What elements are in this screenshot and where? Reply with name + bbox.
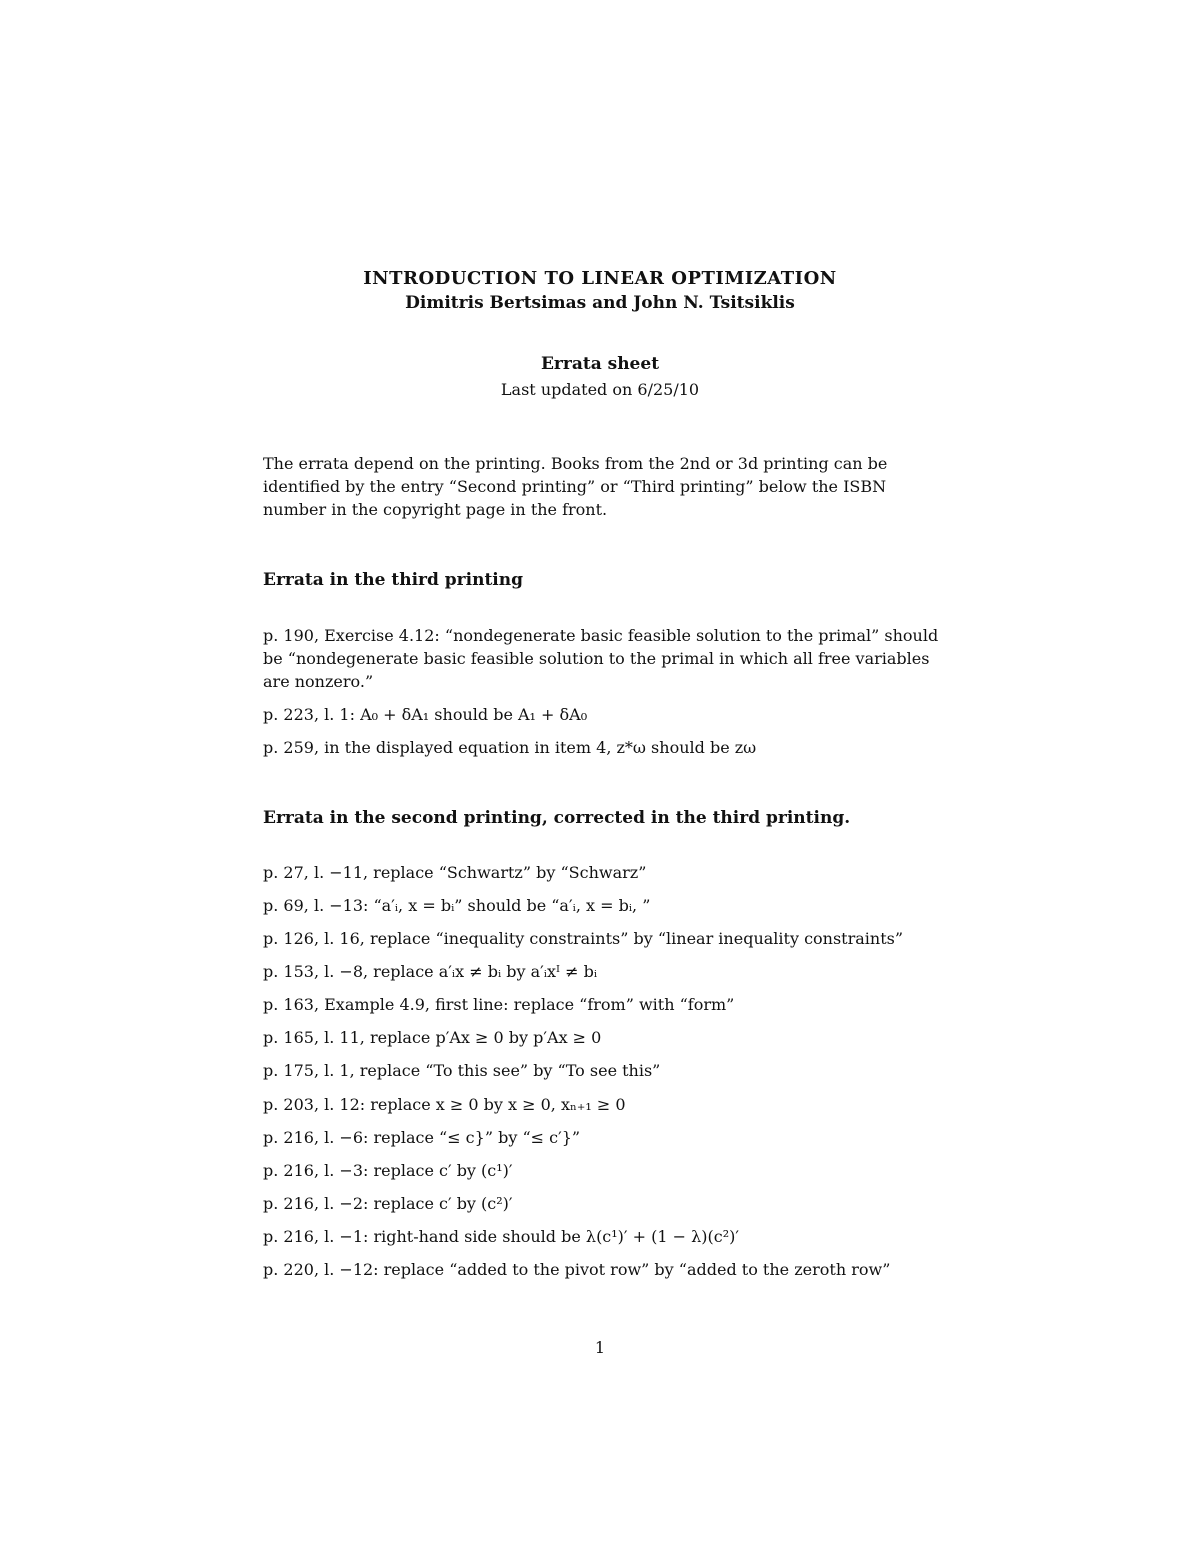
section-heading-second-printing: Errata in the second printing, corrected in the third printing. <box>263 808 851 828</box>
erratum-item: p. 216, l. −3: replace c′ by (c¹)′ <box>263 1161 513 1180</box>
erratum-item: p. 216, l. −1: right-hand side should be λ(c¹)′ + (1 − λ)(c²)′ <box>263 1227 740 1246</box>
erratum-item: p. 190, Exercise 4.12: “nondegenerate basic feasible solution to the primal” should be “nondegenerate basic feasible solution to the primal in which all free variables are nonzero.” <box>263 626 939 691</box>
erratum-item: p. 27, l. −11, replace “Schwartz” by “Schwarz” <box>263 863 647 882</box>
erratum-item: p. 165, l. 11, replace p′Ax ≥ 0 by p′Ax ≥ 0 <box>263 1028 602 1047</box>
section-heading-third-printing: Errata in the third printing <box>263 570 524 590</box>
last-updated-date: Last updated on 6/25/10 <box>500 380 700 399</box>
document-title: INTRODUCTION TO LINEAR OPTIMIZATION <box>363 268 837 289</box>
erratum-item: p. 69, l. −13: “a′ᵢ, x = bᵢ” should be “a′ᵢ, x = bᵢ, ” <box>263 896 651 915</box>
erratum-item: p. 126, l. 16, replace “inequality constraints” by “linear inequality constraints” <box>263 929 904 948</box>
erratum-item: p. 153, l. −8, replace a′ᵢx ≠ bᵢ by a′ᵢxᴵ ≠ bᵢ <box>263 962 598 981</box>
erratum-item: p. 223, l. 1: A₀ + δA₁ should be A₁ + δA₀ <box>263 705 588 724</box>
page-number: 1 <box>594 1338 606 1357</box>
erratum-item: p. 216, l. −2: replace c′ by (c²)′ <box>263 1194 513 1213</box>
erratum-item: p. 175, l. 1, replace “To this see” by “To see this” <box>263 1061 661 1080</box>
errata-sheet-label: Errata sheet <box>540 354 660 374</box>
erratum-item: p. 203, l. 12: replace x ≥ 0 by x ≥ 0, xₙ₊₁ ≥ 0 <box>263 1095 626 1114</box>
erratum-item: p. 163, Example 4.9, first line: replace “from” with “form” <box>263 995 735 1014</box>
document-authors: Dimitris Bertsimas and John N. Tsitsiklis <box>405 293 795 313</box>
intro-paragraph: The errata depend on the printing. Books from the 2nd or 3d printing can be identified by the entry “Second printing” or “Third printing” below the ISBN number in the copyright page in the front. <box>263 454 888 519</box>
erratum-item: p. 220, l. −12: replace “added to the pivot row” by “added to the zeroth row” <box>263 1260 891 1279</box>
erratum-item: p. 259, in the displayed equation in item 4, z*ω should be zω <box>263 738 757 757</box>
erratum-item: p. 216, l. −6: replace “≤ c}” by “≤ c′}” <box>263 1128 581 1147</box>
